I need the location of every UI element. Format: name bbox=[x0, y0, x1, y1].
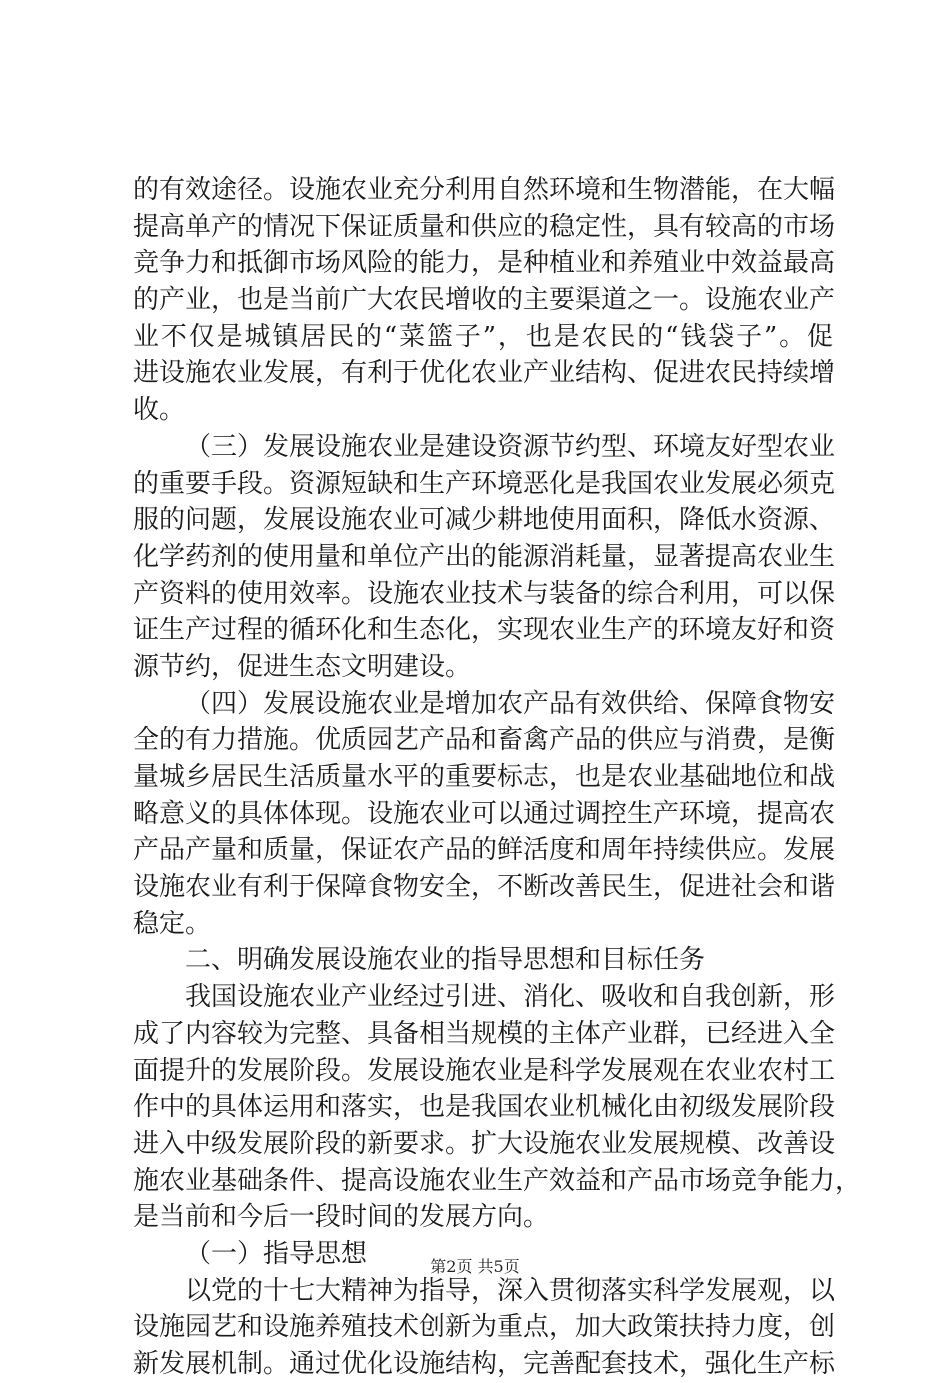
text-line: 设施园艺和设施养殖技术创新为重点，加大政策扶持力度，创 bbox=[133, 1312, 836, 1343]
text-line: 产品产量和质量，保证农产品的鲜活度和周年持续供应。发展 bbox=[133, 835, 836, 866]
text-line: 以党的十七大精神为指导，深入贯彻落实科学发展观，以 bbox=[185, 1275, 836, 1306]
text-line: 量城乡居民生活质量水平的重要标志，也是农业基础地位和战 bbox=[133, 762, 836, 792]
subsection-heading: （一）指导思想 bbox=[185, 1238, 368, 1269]
text-line: 作中的具体运用和落实，也是我国农业机械化由初级发展阶段 bbox=[133, 1092, 836, 1123]
text-line: 业不仅是城镇居民的“菜篮子”，也是农民的“钱袋子”。促 bbox=[133, 321, 833, 352]
text-line: 成了内容较为完整、具备相当规模的主体产业群，已经进入全 bbox=[133, 1018, 836, 1049]
section-heading-3: （三）发展设施农业是建设资源节约型、环境友好型农业 bbox=[185, 431, 836, 462]
text-line: 进入中级发展阶段的新要求。扩大设施农业发展规模、改善设 bbox=[133, 1128, 836, 1159]
text-line: 略意义的具体体现。设施农业可以通过调控生产环境，提高农 bbox=[133, 798, 836, 829]
text-line: 稳定。 bbox=[133, 908, 212, 939]
text-line: 设施农业有利于保障食物安全，不断改善民生，促进社会和谐 bbox=[133, 872, 836, 903]
text-line: 化学药剂的使用量和单位产出的能源消耗量，显著提高农业生 bbox=[133, 541, 836, 572]
text-line: 服的问题，发展设施农业可减少耕地使用面积，降低水资源、 bbox=[133, 505, 836, 536]
text-line: 进设施农业发展，有利于优化农业产业结构、促进农民持续增 bbox=[133, 358, 836, 389]
text-line: 面提升的发展阶段。发展设施农业是科学发展观在农业农村工 bbox=[133, 1055, 836, 1086]
text-line: 的产业，也是当前广大农民增收的主要渠道之一。设施农业产 bbox=[133, 285, 836, 316]
page-footer bbox=[0, 1257, 950, 1277]
text-line: 源节约，促进生态文明建设。 bbox=[133, 651, 472, 682]
page-number-label: 第2页 共5页 bbox=[430, 1257, 520, 1276]
body-text bbox=[133, 172, 862, 1383]
text-line: 是当前和今后一段时间的发展方向。 bbox=[133, 1202, 550, 1233]
text-line: 的重要手段。资源短缺和生产环境恶化是我国农业发展必须克 bbox=[133, 468, 836, 499]
text-line: 竞争力和抵御市场风险的能力，是种植业和养殖业中效益最高 bbox=[133, 248, 836, 279]
text-line: 的有效途径。设施农业充分利用自然环境和生物潜能，在大幅 bbox=[133, 175, 836, 205]
text-line: 产资料的使用效率。设施农业技术与装备的综合利用，可以保 bbox=[133, 578, 836, 609]
chapter-heading: 二、明确发展设施农业的指导思想和目标任务 bbox=[185, 945, 706, 976]
text-line: 提高单产的情况下保证质量和供应的稳定性，具有较高的市场 bbox=[133, 211, 836, 242]
text-line: 证生产过程的循环化和生态化，实现农业生产的环境友好和资 bbox=[133, 615, 836, 646]
text-line: 收。 bbox=[133, 395, 186, 426]
text-line: 全的有力措施。优质园艺产品和畜禽产品的供应与消费，是衡 bbox=[133, 725, 836, 756]
section-heading-4: （四）发展设施农业是增加农产品有效供给、保障食物安 bbox=[185, 688, 836, 719]
text-line: 我国设施农业产业经过引进、消化、吸收和自我创新，形 bbox=[185, 982, 836, 1013]
text-line: 新发展机制。通过优化设施结构，完善配套技术，强化生产标 bbox=[133, 1349, 836, 1379]
text-line: 施农业基础条件、提高设施农业生产效益和产品市场竞争能力， bbox=[133, 1165, 862, 1196]
